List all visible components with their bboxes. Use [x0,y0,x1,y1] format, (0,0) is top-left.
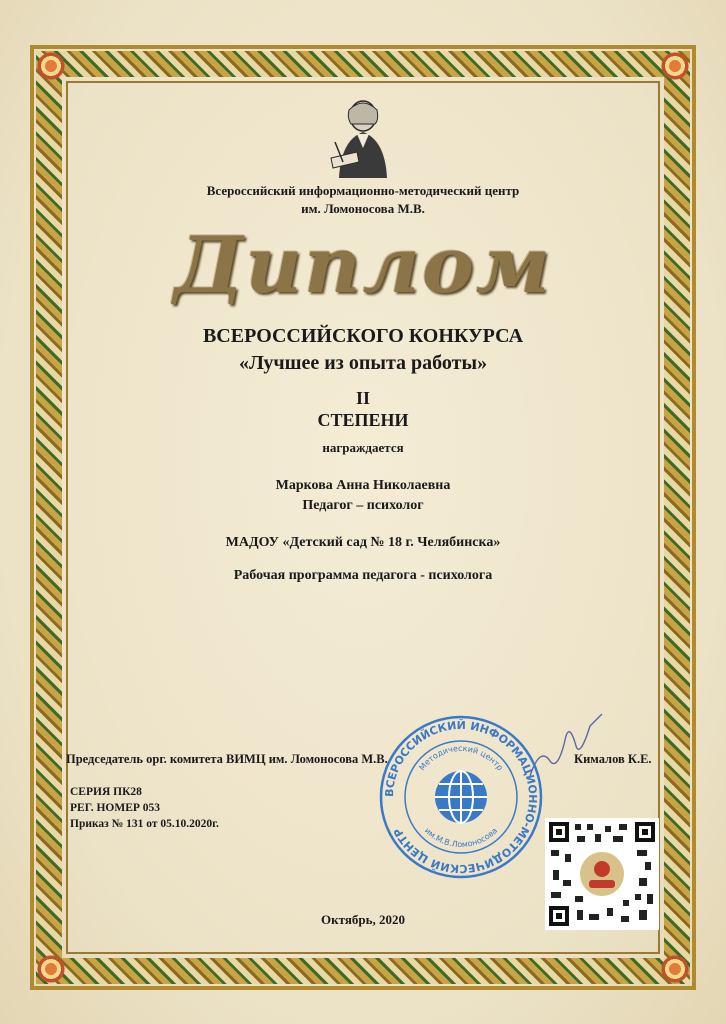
corner-flower-icon [658,952,692,986]
organization-name [120,182,606,218]
organization-line1: Всероссийский информационно-методический центр [206,183,520,198]
degree-label: СТЕПЕНИ [317,410,409,430]
qr-center-logo-icon [580,852,624,896]
corner-flower-icon [34,49,68,83]
awarded-label: награждается [322,440,404,455]
corner-flower-icon [34,952,68,986]
recipient-name: Маркова Анна Николаевна [275,478,451,493]
contest-name: «Лучшее из опыта работы» [238,352,488,374]
stamp-inner-top: Методический центр [417,743,505,773]
stamp-inner-bottom: им.М.В.Ломоносова [422,826,500,850]
document-meta [70,784,219,832]
stamp-outer-text: ВСЕРОССИЙСКИЙ ИНФОРМАЦИОННО-МЕТОДИЧЕСКИЙ ЦЕНТР [382,718,540,876]
issue-date: Октябрь, 2020 [321,912,405,927]
official-stamp [376,712,546,882]
signee-name: Кималов К.Е. [574,752,652,766]
order: Приказ № 131 от 05.10.2020г. [70,818,219,830]
corner-flower-icon [658,49,692,83]
degree-number: II [355,388,370,408]
lomonosov-portrait [327,96,399,178]
chairman-title: Председатель орг. комитета ВИМЦ им. Ломоносова М.В. [66,752,388,766]
qr-code [545,818,659,930]
contest-label: ВСЕРОССИЙСКОГО КОНКУРСА [202,325,524,347]
series: СЕРИЯ ПК28 [70,786,142,798]
globe-icon [435,771,487,823]
competition-work: Рабочая программа педагога - психолога [233,568,493,583]
recipient-position: Педагог – психолог [302,498,424,513]
reg-number: РЕГ. НОМЕР 053 [70,802,161,814]
organization-line2: им. Ломоносова М.В. [301,201,425,216]
recipient-institution: МАДОУ «Детский сад № 18 г. Челябинска» [225,535,501,550]
diploma-title: Диплом [173,220,553,311]
svg-text:Методический центр [417,744,504,772]
